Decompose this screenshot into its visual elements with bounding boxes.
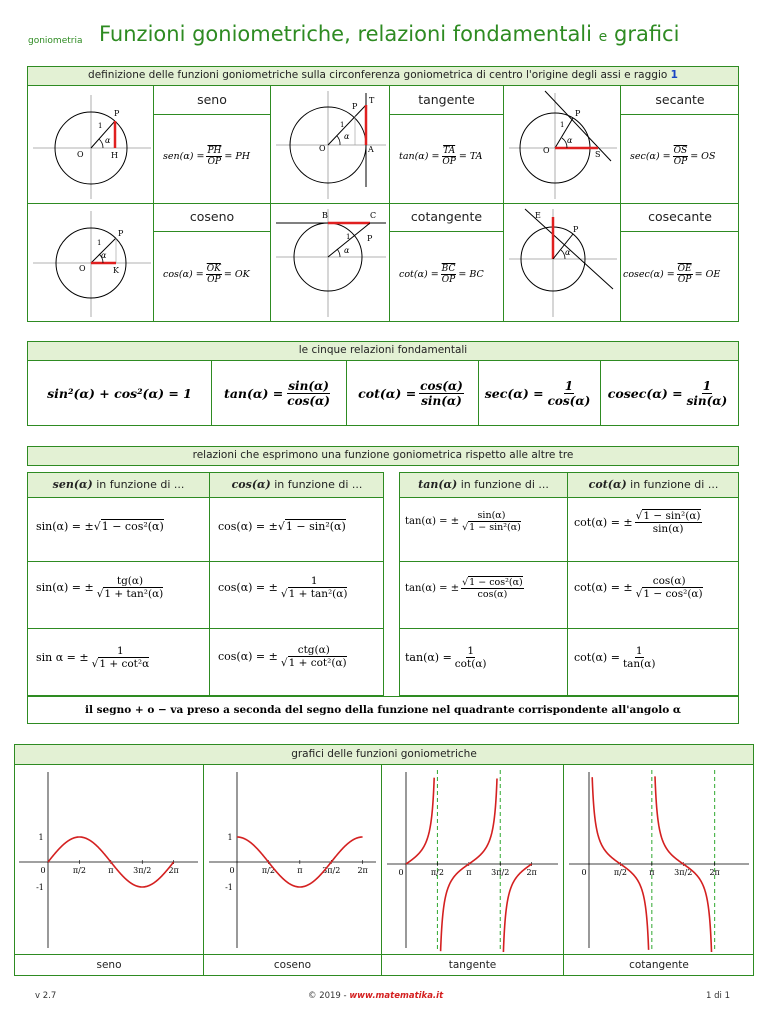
def-name-coseno: coseno xyxy=(189,209,235,224)
formula-den: √1 + cot²(α) xyxy=(280,657,347,669)
def-num: $\overline{PH}$ xyxy=(207,146,222,156)
relation-fraction xyxy=(419,379,464,408)
formula-den: √1 − sin²(α) xyxy=(462,522,521,533)
def-fraction xyxy=(206,146,222,167)
header-cos xyxy=(210,474,384,496)
point-t-label: T xyxy=(369,96,375,105)
tangent-curve xyxy=(406,778,532,952)
tangent-graph xyxy=(383,766,562,952)
relation-den: sin(α) xyxy=(686,393,728,408)
point-o-label: O xyxy=(77,150,84,159)
title-part2: grafici xyxy=(613,22,680,46)
x-tick-label: π/2 xyxy=(261,866,275,875)
formula-lhs: tan(α) = ± xyxy=(405,516,460,527)
formula-fraction xyxy=(280,644,348,669)
relation-pythagorean: sin²(α) + cos²(α) = 1 xyxy=(47,385,192,401)
point-o-label: O xyxy=(319,144,326,153)
relation-den: cos(α) xyxy=(287,393,330,408)
relation-num: sin(α) xyxy=(288,378,329,393)
relation-cosecant xyxy=(601,362,738,424)
header-suffix: in funzione di ... xyxy=(274,478,363,491)
x-tick-label: π xyxy=(297,866,303,875)
relation-fraction xyxy=(686,379,729,408)
formula-num: 1 xyxy=(635,645,643,657)
cotangent-circle-diagram xyxy=(272,205,388,321)
formula-lhs: cot(α) = xyxy=(574,651,620,664)
header-fn: cot(α) xyxy=(588,478,627,491)
relation-num: 1 xyxy=(702,378,712,393)
formula-sin-cot xyxy=(36,645,152,670)
formula-lhs: cos(α) = ± xyxy=(218,519,278,533)
x-tick-label: π/2 xyxy=(72,866,86,875)
relation-lhs: cot(α) = xyxy=(358,385,417,401)
relations-band: relazioni che esprimono una funzione goniometrica rispetto alle altre tre xyxy=(28,447,738,465)
def-rhs: = PH xyxy=(224,151,251,162)
x-tick-label: π xyxy=(466,868,472,877)
sign-note: il segno + o − va preso a seconda del segno della funzione nel quadrante corrispondente all'angolo α xyxy=(85,704,681,716)
header-sin xyxy=(28,474,209,496)
y-tick-label: 1 xyxy=(227,833,233,842)
page-header xyxy=(0,0,768,60)
relation-secant xyxy=(479,362,600,424)
header-suffix: in funzione di ... xyxy=(460,478,549,491)
formula-num: sin(α) xyxy=(477,510,506,521)
alpha-label: α xyxy=(101,251,107,260)
formula-tan-sin xyxy=(405,510,524,533)
formula-cos-sin: cos(α) = ± √ 1 − sin²(α) xyxy=(218,519,346,533)
relation-lhs: sec(α) = xyxy=(484,385,544,401)
def-fraction xyxy=(677,264,693,285)
page-number: 1 di 1 xyxy=(706,991,730,1001)
formula-lhs: cos(α) = ± xyxy=(218,650,278,663)
def-rhs: = BC xyxy=(458,269,484,280)
title-conjunction: e xyxy=(598,29,608,45)
def-den: OP xyxy=(442,157,456,167)
def-rhs: = OK xyxy=(223,269,250,280)
formula-lhs: cot(α) = ± xyxy=(574,581,633,594)
point-h-label: H xyxy=(111,151,118,160)
x-tick-label: 2π xyxy=(709,868,720,877)
relation-num: cos(α) xyxy=(420,378,463,393)
header-fn: sen(α) xyxy=(52,478,93,491)
formula-den-radicand: 1 − sin²(α) xyxy=(469,522,521,533)
def-fraction xyxy=(206,264,222,285)
def-formula-cotangente xyxy=(399,264,484,285)
formula-fraction xyxy=(635,510,702,535)
def-den: OP xyxy=(441,275,456,285)
point-b-label: B xyxy=(322,211,328,220)
cotangent-graph xyxy=(565,766,753,952)
formula-den: tan(α) xyxy=(622,658,656,670)
formula-num: ctg(α) xyxy=(297,644,330,656)
title-part1: Funzioni goniometriche, relazioni fondamentali xyxy=(99,22,592,46)
header-suffix: in funzione di ... xyxy=(630,478,719,491)
formula-sin-tan xyxy=(36,575,166,600)
formula-lhs: sin α = ± xyxy=(36,651,89,664)
relation-fraction xyxy=(286,379,331,408)
def-formula-tangente xyxy=(399,146,483,167)
def-fraction xyxy=(441,146,456,167)
point-o-label: O xyxy=(543,146,550,155)
x-tick-label: 0 xyxy=(40,866,46,875)
radius-label: 1 xyxy=(97,239,102,247)
point-s-label: S xyxy=(595,150,601,159)
radius-label: 1 xyxy=(98,122,103,130)
x-tick-label: 2π xyxy=(526,868,537,877)
def-lhs: sec(α) = xyxy=(630,151,671,162)
formula-den-radicand: 1 + tan²(α) xyxy=(288,588,348,600)
graph-label-tangente: tangente xyxy=(448,959,497,971)
formula-den: √1 + cot²α xyxy=(91,658,150,670)
point-a-label: A xyxy=(368,145,374,154)
header-suffix: in funzione di ... xyxy=(96,478,185,491)
graph-label-coseno: coseno xyxy=(273,959,312,971)
tangent-circle-diagram xyxy=(272,87,388,201)
def-den: OP xyxy=(673,157,688,167)
def-fraction xyxy=(441,264,457,285)
x-tick-label: π/2 xyxy=(430,868,444,877)
formula-fraction xyxy=(635,575,704,600)
alpha-label: α xyxy=(344,132,350,141)
cosine-graph xyxy=(205,766,380,952)
def-lhs: cot(α) = xyxy=(399,269,439,280)
formula-fraction xyxy=(280,575,349,600)
formula-cot-sin xyxy=(574,510,704,535)
fundamentals-band: le cinque relazioni fondamentali xyxy=(28,342,738,360)
formula-lhs: tan(α) = xyxy=(405,651,452,664)
formula-den: √1 + tan²(α) xyxy=(96,588,164,600)
def-den: OP xyxy=(207,157,222,167)
formula-cot-tan xyxy=(574,645,658,670)
formula-cot-cos xyxy=(574,575,706,600)
x-tick-label: 3π/2 xyxy=(491,868,510,877)
relation-lhs: cosec(α) = xyxy=(607,385,683,401)
point-k-label: K xyxy=(113,266,119,275)
def-num: $\overline{TA}$ xyxy=(443,146,456,156)
x-tick-label: 2π xyxy=(357,866,368,875)
x-tick-label: 2π xyxy=(168,866,179,875)
graph-label-cotangente: cotangente xyxy=(629,959,689,971)
formula-den: cos(α) xyxy=(477,589,508,600)
formula-den-radicand: 1 + cot²(α) xyxy=(288,657,347,669)
formula-lhs: cot(α) = ± xyxy=(574,516,633,529)
formula-fraction xyxy=(91,645,151,670)
formula-tan-cos xyxy=(405,577,526,600)
sine-circle-diagram xyxy=(29,87,153,201)
formula-num: 1 xyxy=(117,645,124,657)
formula-num: √1 − cos²(α) xyxy=(462,577,523,588)
formula-fraction xyxy=(461,577,524,600)
x-tick-label: π/2 xyxy=(613,868,627,877)
point-p-label: P xyxy=(118,229,124,238)
x-tick-label: 0 xyxy=(581,868,587,877)
def-name-seno: seno xyxy=(197,92,227,107)
point-p-label: P xyxy=(352,102,358,111)
relation-lhs: tan(α) = xyxy=(224,385,284,401)
point-p-label: P xyxy=(575,109,581,118)
formula-num: 1 xyxy=(467,645,474,657)
page-title xyxy=(99,22,679,46)
alpha-label: α xyxy=(565,248,571,257)
formula-lhs: sin(α) = ± xyxy=(36,519,94,533)
formula-fraction xyxy=(96,575,165,600)
x-tick-label: 0 xyxy=(229,866,235,875)
copyright xyxy=(308,991,443,1001)
formula-den: √1 + tan²(α) xyxy=(280,588,348,600)
def-formula-seno xyxy=(163,146,250,167)
formula-cos-cot xyxy=(218,644,350,669)
cosecant-circle-diagram xyxy=(505,205,619,321)
header-fn: tan(α) xyxy=(418,478,458,491)
graphs-band: grafici delle funzioni goniometriche xyxy=(15,745,753,764)
formula-lhs: cos(α) = ± xyxy=(218,581,278,594)
point-c-label: C xyxy=(370,211,377,220)
x-tick-label: 0 xyxy=(398,868,404,877)
def-lhs: cosec(α) = xyxy=(623,269,675,280)
def-lhs: tan(α) = xyxy=(399,151,440,162)
def-rhs: = OE xyxy=(694,269,721,280)
x-tick-label: 3π/2 xyxy=(133,866,152,875)
relation-cotangent xyxy=(347,362,478,424)
alpha-label: α xyxy=(344,246,350,255)
x-tick-label: π xyxy=(649,868,655,877)
formula-fraction xyxy=(622,645,657,670)
x-tick-label: 3π/2 xyxy=(322,866,341,875)
radius-label: 1 xyxy=(340,121,345,129)
cosine-circle-diagram xyxy=(29,205,153,321)
def-formula-cosecante xyxy=(623,264,720,285)
formula-lhs: tan(α) = ± xyxy=(405,583,460,594)
formula-num: cos(α) xyxy=(652,575,686,587)
relation-tangent xyxy=(212,362,346,424)
def-formula-secante xyxy=(630,146,715,167)
def-name-secante: secante xyxy=(655,92,705,107)
def-num: $\overline{BC}$ xyxy=(441,264,456,274)
formula-radicand: 1 − sin²(α) xyxy=(285,520,346,533)
def-num: $\overline{OK}$ xyxy=(206,264,221,274)
topic-label: goniometria xyxy=(28,36,83,46)
formula-num: √1 − sin²(α) xyxy=(635,510,701,522)
sine-graph xyxy=(15,766,202,952)
formula-den-radicand: 1 − cos²(α) xyxy=(643,588,703,600)
def-den: OP xyxy=(207,275,221,285)
formula-fraction xyxy=(454,645,488,670)
definitions-band xyxy=(28,67,738,85)
graph-label-seno: seno xyxy=(96,959,122,971)
point-o-label: O xyxy=(79,264,86,273)
formula-fraction xyxy=(461,510,522,533)
radius-label: 1 xyxy=(560,121,565,129)
def-lhs: cos(α) = xyxy=(163,269,204,280)
definitions-band-radius: 1 xyxy=(670,69,678,81)
def-lhs: sen(α) = xyxy=(163,151,205,162)
x-tick-label: π xyxy=(108,866,114,875)
point-p-label: P xyxy=(573,225,579,234)
def-num: $\overline{OS}$ xyxy=(673,146,688,156)
def-name-cosecante: cosecante xyxy=(648,209,712,224)
def-den: OP xyxy=(677,275,692,285)
def-formula-coseno xyxy=(163,264,250,285)
definitions-band-text: definizione delle funzioni goniometriche sulla circonferenza goniometrica di centro l'origine degli assi e raggio xyxy=(88,69,668,81)
def-name-cotangente: cotangente xyxy=(410,209,483,224)
formula-num-radicand: 1 − cos²(α) xyxy=(469,577,523,588)
formula-lhs: sin(α) = ± xyxy=(36,581,94,594)
def-rhs: = OS xyxy=(690,151,716,162)
y-tick-label: -1 xyxy=(36,883,44,892)
header-fn: cos(α) xyxy=(231,478,271,491)
formula-radicand: 1 − cos²(α) xyxy=(101,520,164,533)
radius-label: 1 xyxy=(346,233,351,241)
secant-circle-diagram xyxy=(505,87,619,201)
relation-num: 1 xyxy=(564,378,574,393)
formula-den-radicand: 1 + cot²α xyxy=(99,658,150,670)
relation-den: sin(α) xyxy=(421,393,462,408)
def-num: $\overline{OE}$ xyxy=(677,264,692,274)
header-tan xyxy=(400,474,567,496)
formula-den-radicand: 1 + tan²(α) xyxy=(104,588,164,600)
y-tick-label: -1 xyxy=(225,883,233,892)
formula-num-radicand: 1 − sin²(α) xyxy=(643,510,701,522)
def-rhs: = TA xyxy=(458,151,483,162)
point-e-label: E xyxy=(535,211,541,220)
relation-fraction xyxy=(547,379,592,408)
formula-sin-cos: sin(α) = ± √ 1 − cos²(α) xyxy=(36,519,164,533)
formula-num: tg(α) xyxy=(116,575,144,587)
x-tick-label: 3π/2 xyxy=(674,868,693,877)
alpha-label: α xyxy=(105,136,111,145)
copyright-text: © 2019 - xyxy=(308,991,347,1001)
formula-tan-cot xyxy=(405,645,490,670)
formula-den: sin(α) xyxy=(652,523,684,535)
alpha-label: α xyxy=(567,136,573,145)
version-label: v 2.7 xyxy=(35,991,57,1001)
def-name-tangente: tangente xyxy=(418,92,475,107)
formula-num: 1 xyxy=(310,575,318,587)
relation-den: cos(α) xyxy=(547,393,591,408)
point-p-label: P xyxy=(367,234,373,243)
def-fraction xyxy=(673,146,689,167)
point-p-label: P xyxy=(114,109,120,118)
site-link[interactable]: www.matematika.it xyxy=(349,991,444,1001)
header-cot xyxy=(568,474,739,496)
formula-den: cot(α) xyxy=(454,658,487,670)
formula-den: √1 − cos²(α) xyxy=(635,588,703,600)
y-tick-label: 1 xyxy=(38,833,44,842)
formula-cos-tan xyxy=(218,575,350,600)
